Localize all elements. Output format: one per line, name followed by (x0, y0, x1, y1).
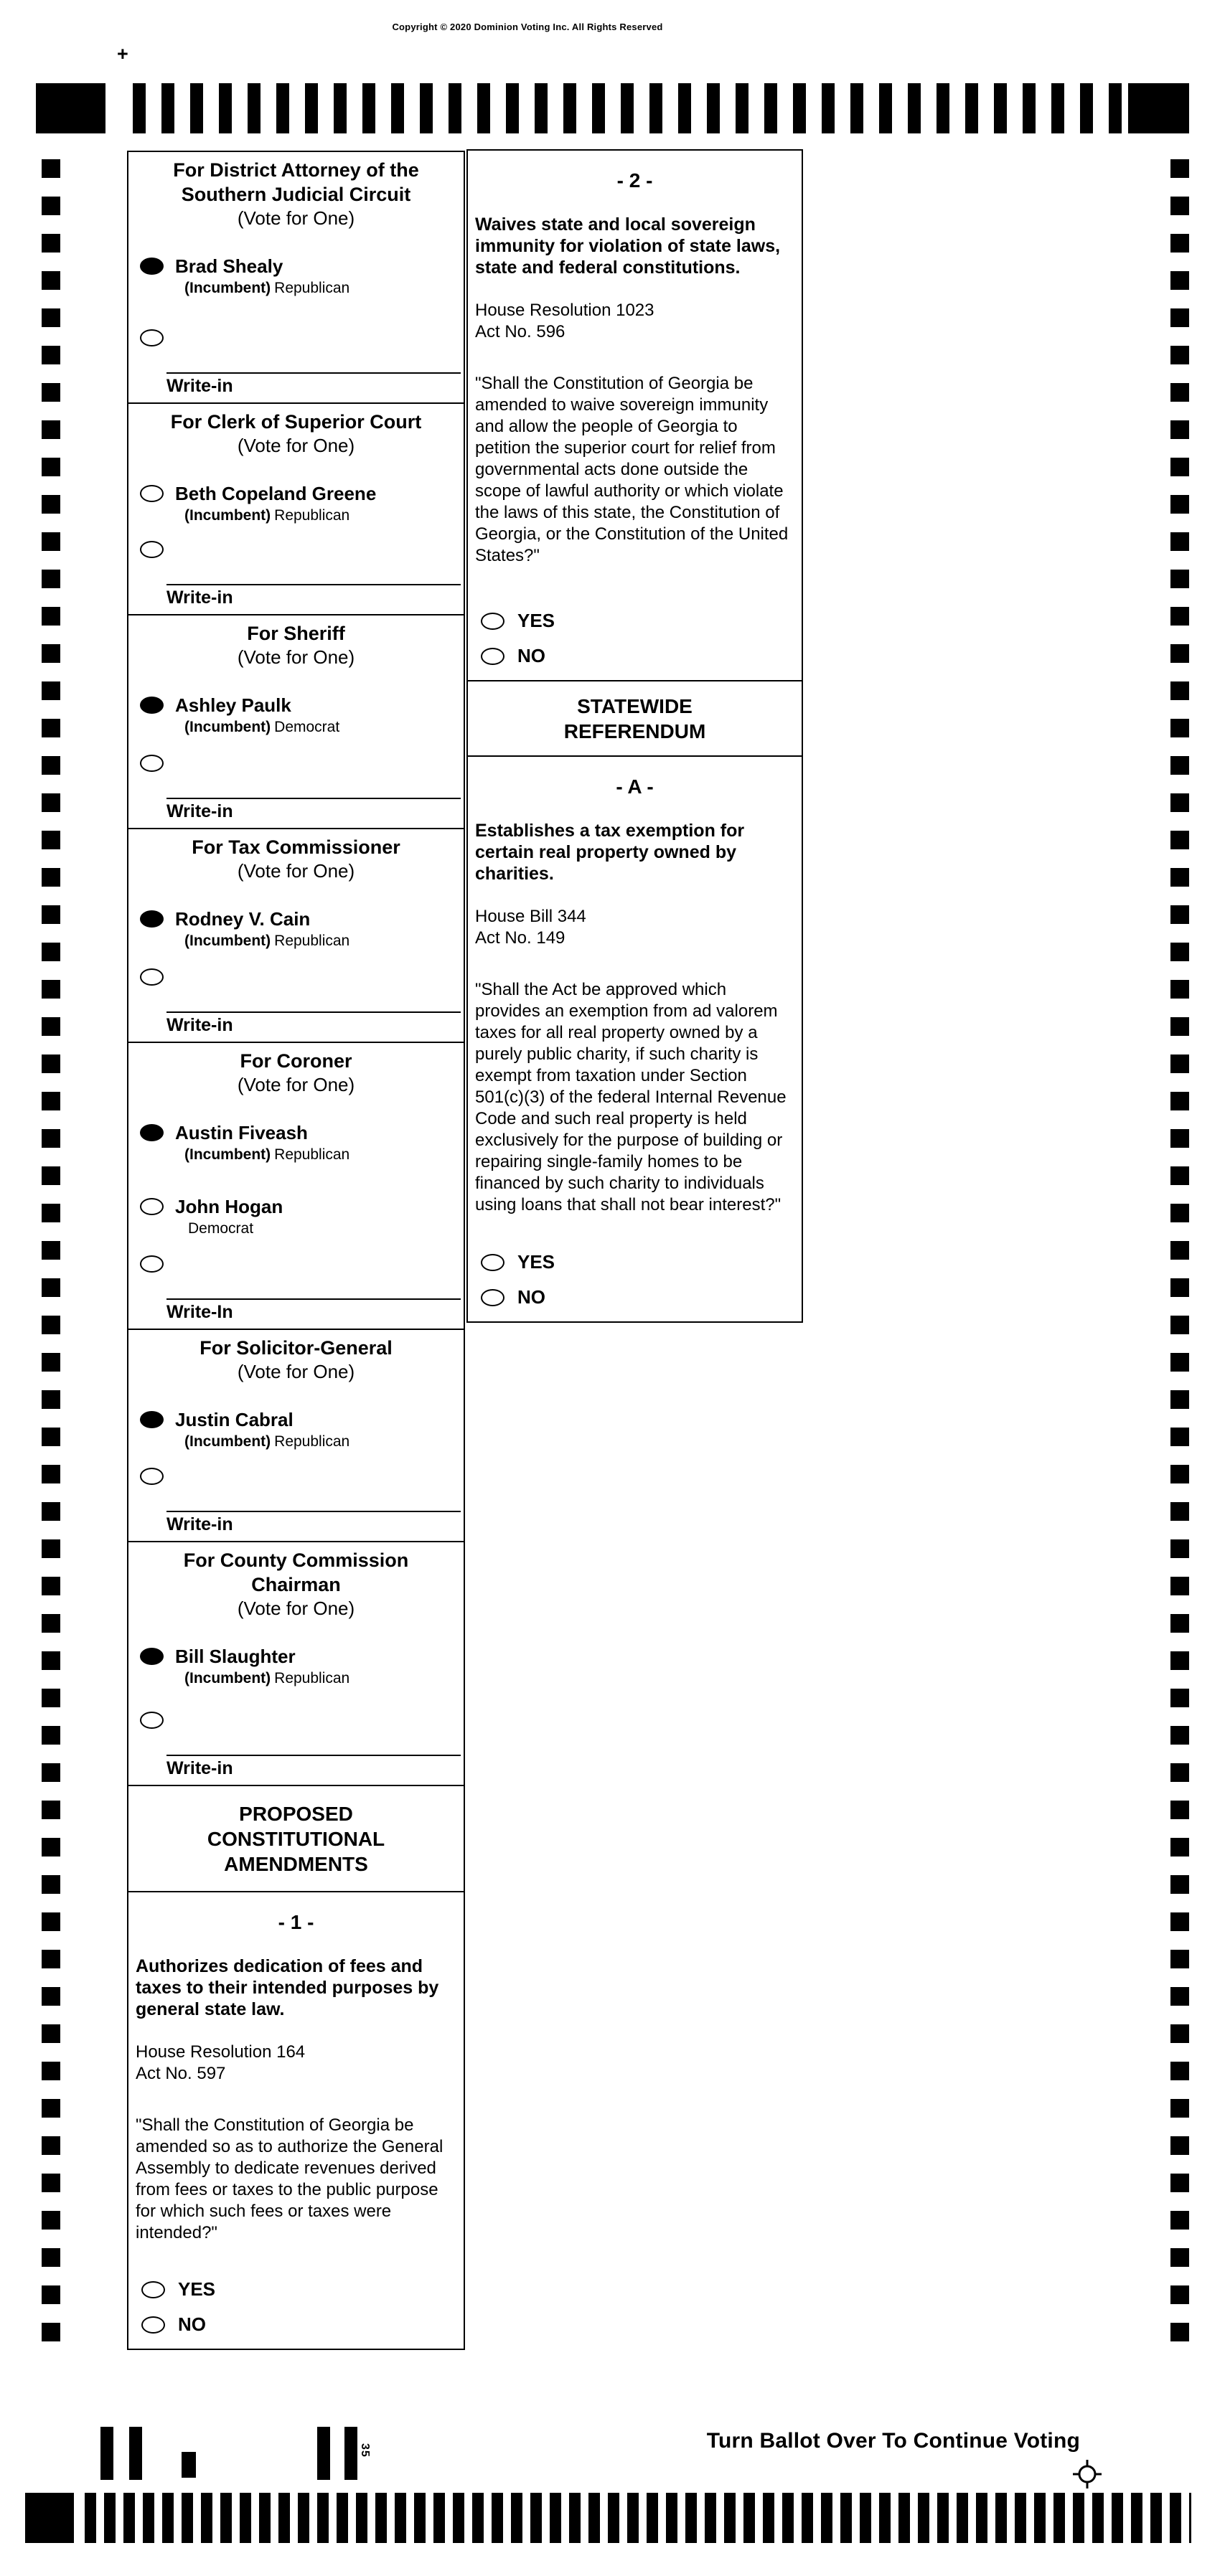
candidate-list (128, 1646, 464, 1687)
measure-citation-1: House Resolution 1023 (475, 301, 654, 320)
vote-for-instruction: (Vote for One) (237, 1361, 355, 1382)
write-in-oval[interactable] (140, 1712, 164, 1729)
measure-box (127, 1891, 465, 2350)
measure-question: "Shall the Act be approved which provides an exemption from ad valorem taxes for all real property owned by a purely public charity, if such charity is exempt from taxation under Section 501(c)(3) of the federal Internal Revenue Code and such real property is held exclusively for the purpose of building or repairing single-family homes to be financed by such charity to individuals using loans that shall not bear interest?" (475, 980, 787, 1214)
vote-for-instruction: (Vote for One) (237, 646, 355, 668)
write-in-line[interactable] (166, 1011, 461, 1013)
measure-question: "Shall the Constitution of Georgia be amended so as to authorize the General Assembly to dedicate revenues derived from fees or taxes to the public purpose for which such fees or taxes were intended?" (136, 2115, 443, 2242)
candidate-list (128, 694, 464, 736)
registration-plus-mark: + (117, 43, 128, 65)
candidate-name: Ashley Paulk (175, 694, 291, 716)
candidate-name: Bill Slaughter (175, 1646, 296, 1667)
no-label: NO (178, 2313, 206, 2335)
timing-marks-bottom-band (25, 2493, 1191, 2543)
choice-yes (475, 1251, 794, 1273)
timing-block-right (1128, 83, 1189, 133)
measure-citation-1: House Resolution 164 (136, 2042, 306, 2062)
contest-box (127, 828, 465, 1043)
candidate-list (128, 483, 464, 524)
candidate-name: Austin Fiveash (175, 1122, 308, 1143)
party-label: Republican (274, 933, 350, 949)
write-in-oval[interactable] (140, 755, 164, 772)
yes-oval[interactable] (481, 1254, 504, 1271)
contest-title: For Coroner (240, 1050, 352, 1072)
incumbent-label: (Incumbent) (184, 280, 271, 296)
candidate-row (128, 1409, 464, 1430)
contest-box (127, 402, 465, 615)
contest-title: For Sheriff (247, 623, 345, 644)
vote-for-instruction: (Vote for One) (237, 1074, 355, 1095)
ballot-column-right (466, 149, 803, 1323)
measure-summary: Waives state and local sovereign immunity for violation of state laws, state and federal constitutions. (475, 214, 781, 278)
measure-summary: Establishes a tax exemption for certain real property owned by charities. (475, 821, 745, 884)
write-in-oval[interactable] (140, 968, 164, 986)
candidate-list (128, 1409, 464, 1450)
candidate-list (128, 1122, 464, 1237)
candidate-oval[interactable] (140, 1411, 164, 1428)
section-header-text: STATEWIDE REFERENDUM (563, 694, 706, 742)
candidate-detail (128, 932, 464, 950)
yes-label: YES (517, 1251, 555, 1273)
timing-marks-right-column (1170, 159, 1189, 2343)
no-oval[interactable] (481, 648, 504, 665)
no-label: NO (517, 645, 545, 666)
measure-citation-1: House Bill 344 (475, 907, 586, 926)
party-label: Republican (274, 1146, 350, 1163)
write-in-oval[interactable] (140, 1468, 164, 1485)
contest-title: For District Attorney of the Southern Judicial Circuit (173, 159, 419, 205)
measure-box (466, 149, 803, 681)
party-label: Democrat (188, 1220, 254, 1237)
candidate-name: Rodney V. Cain (175, 908, 311, 930)
contest-title: For County Commission Chairman (183, 1549, 409, 1595)
measure-box (466, 755, 803, 1323)
candidate (128, 255, 464, 297)
turn-ballot-over-label: Turn Ballot Over To Continue Voting (706, 2429, 1080, 2453)
timing-marks-left-column (42, 159, 60, 2343)
timing-block-left (36, 83, 105, 133)
timing-bars (133, 83, 1122, 133)
candidate-oval[interactable] (140, 1648, 164, 1665)
candidate-list (128, 255, 464, 297)
candidate (128, 694, 464, 736)
measure-choices (475, 1238, 794, 1313)
write-in-label: Write-In (166, 1302, 233, 1322)
candidate (128, 1646, 464, 1687)
measure-question: "Shall the Constitution of Georgia be amended to waive sovereign immunity and allow the people of Georgia to petition the superior court for relief from governmental acts done outside the scope of lawful authority or which violate the laws of this state, the Constitution of Georgia, or the Constitution of the United States?" (475, 374, 789, 565)
write-in-area (128, 329, 464, 397)
incumbent-label: (Incumbent) (184, 933, 271, 949)
contest-box (127, 1541, 465, 1786)
candidate-detail (128, 1433, 464, 1450)
candidate (128, 483, 464, 524)
candidate-row (128, 483, 464, 504)
incumbent-label: (Incumbent) (184, 719, 271, 735)
candidate-row (128, 255, 464, 277)
section-header-text: PROPOSED CONSTITUTIONAL AMENDMENTS (207, 1802, 385, 1875)
incumbent-label: (Incumbent) (184, 1670, 271, 1686)
choice-no (136, 2313, 456, 2336)
write-in-line[interactable] (166, 372, 461, 374)
measure-number: - 1 - (278, 1911, 314, 1933)
candidate (128, 908, 464, 950)
measure-choices (475, 597, 794, 671)
candidate-row (128, 694, 464, 716)
incumbent-label: (Incumbent) (184, 507, 271, 524)
write-in-oval[interactable] (140, 329, 164, 346)
candidate-oval[interactable] (140, 485, 164, 502)
write-in-oval[interactable] (140, 1255, 164, 1273)
timing-bars (85, 2493, 1191, 2543)
party-label: Republican (274, 280, 350, 296)
vote-for-instruction: (Vote for One) (237, 207, 355, 229)
candidate-oval[interactable] (140, 910, 164, 928)
ballot-sheet-number: 35 (359, 2443, 371, 2458)
candidate-list (128, 908, 464, 950)
choice-yes (475, 610, 794, 632)
contest-title: For Clerk of Superior Court (170, 411, 422, 433)
write-in-oval[interactable] (140, 541, 164, 558)
yes-label: YES (178, 2278, 216, 2300)
write-in-label: Write-in (166, 1514, 233, 1534)
candidate-name: Brad Shealy (175, 255, 283, 277)
contest-box (127, 151, 465, 404)
candidate-oval[interactable] (140, 697, 164, 714)
measure-number: - 2 - (616, 169, 653, 192)
write-in-area (128, 1255, 464, 1323)
incumbent-label: (Incumbent) (184, 1433, 271, 1450)
candidate-detail (128, 506, 464, 524)
write-in-label: Write-in (166, 376, 233, 396)
candidate (128, 1196, 464, 1237)
candidate-detail (128, 1669, 464, 1687)
copyright-notice: Copyright © 2020 Dominion Voting Inc. All Rights Reserved (392, 22, 663, 32)
write-in-line[interactable] (166, 1298, 461, 1300)
write-in-line[interactable] (166, 798, 461, 799)
barcode-square (182, 2452, 196, 2478)
write-in-area (128, 755, 464, 822)
yes-label: YES (517, 610, 555, 631)
incumbent-label: (Incumbent) (184, 1146, 271, 1163)
barcode-bar (317, 2427, 330, 2480)
contest-box (127, 614, 465, 829)
candidate-detail (128, 1146, 464, 1164)
candidate-row (128, 908, 464, 930)
write-in-line[interactable] (166, 1755, 461, 1756)
write-in-line[interactable] (166, 1511, 461, 1512)
section-header-box (127, 1785, 465, 1892)
write-in-label: Write-in (166, 1015, 233, 1035)
write-in-area (128, 968, 464, 1036)
measure-citation-2: Act No. 149 (475, 928, 565, 948)
candidate (128, 1409, 464, 1450)
candidate-name: Justin Cabral (175, 1409, 294, 1430)
candidate (128, 1122, 464, 1164)
candidate-oval[interactable] (140, 1124, 164, 1141)
vote-for-instruction: (Vote for One) (237, 1598, 355, 1619)
party-label: Republican (274, 507, 350, 524)
barcode-bar (344, 2427, 357, 2480)
timing-block-left (25, 2493, 74, 2543)
contest-title: For Solicitor-General (200, 1337, 393, 1359)
candidate-row (128, 1646, 464, 1667)
choice-no (475, 1286, 794, 1308)
contest-title: For Tax Commissioner (192, 836, 400, 858)
measure-summary: Authorizes dedication of fees and taxes to their intended purposes by general state law. (136, 1956, 439, 2019)
yes-oval[interactable] (141, 2281, 165, 2298)
write-in-area (128, 541, 464, 608)
contest-box (127, 1042, 465, 1330)
measure-citation-2: Act No. 596 (475, 322, 565, 341)
candidate-name: John Hogan (175, 1196, 283, 1217)
candidate-detail (128, 718, 464, 736)
write-in-label: Write-in (166, 801, 233, 821)
write-in-area (128, 1712, 464, 1779)
candidate-row (128, 1122, 464, 1143)
barcode-bar (129, 2427, 142, 2480)
candidate-row (128, 1196, 464, 1217)
candidate-oval[interactable] (140, 1198, 164, 1215)
choice-no (475, 645, 794, 667)
section-header-box (466, 680, 803, 757)
no-oval[interactable] (481, 1289, 504, 1306)
vote-for-instruction: (Vote for One) (237, 435, 355, 456)
barcode-bar (100, 2427, 113, 2480)
vote-for-instruction: (Vote for One) (237, 860, 355, 882)
candidate-oval[interactable] (140, 258, 164, 275)
party-label: Republican (274, 1670, 350, 1686)
party-label: Republican (274, 1433, 350, 1450)
write-in-label: Write-in (166, 1758, 233, 1778)
timing-marks-top-band (36, 83, 1189, 133)
registration-target-icon (1072, 2459, 1102, 2489)
party-label: Democrat (274, 719, 340, 735)
measure-citation-2: Act No. 597 (136, 2064, 226, 2083)
no-label: NO (517, 1286, 545, 1308)
candidate-detail (128, 279, 464, 297)
candidate-detail (128, 1219, 464, 1237)
ballot-column-left (127, 151, 465, 2350)
write-in-area (128, 1468, 464, 1535)
write-in-line[interactable] (166, 584, 461, 585)
measure-number: - A - (616, 775, 654, 798)
contest-box (127, 1329, 465, 1542)
candidate-name: Beth Copeland Greene (175, 483, 377, 504)
measure-choices (136, 2265, 456, 2340)
choice-yes (136, 2278, 456, 2301)
yes-oval[interactable] (481, 613, 504, 630)
write-in-label: Write-in (166, 588, 233, 608)
no-oval[interactable] (141, 2316, 165, 2334)
